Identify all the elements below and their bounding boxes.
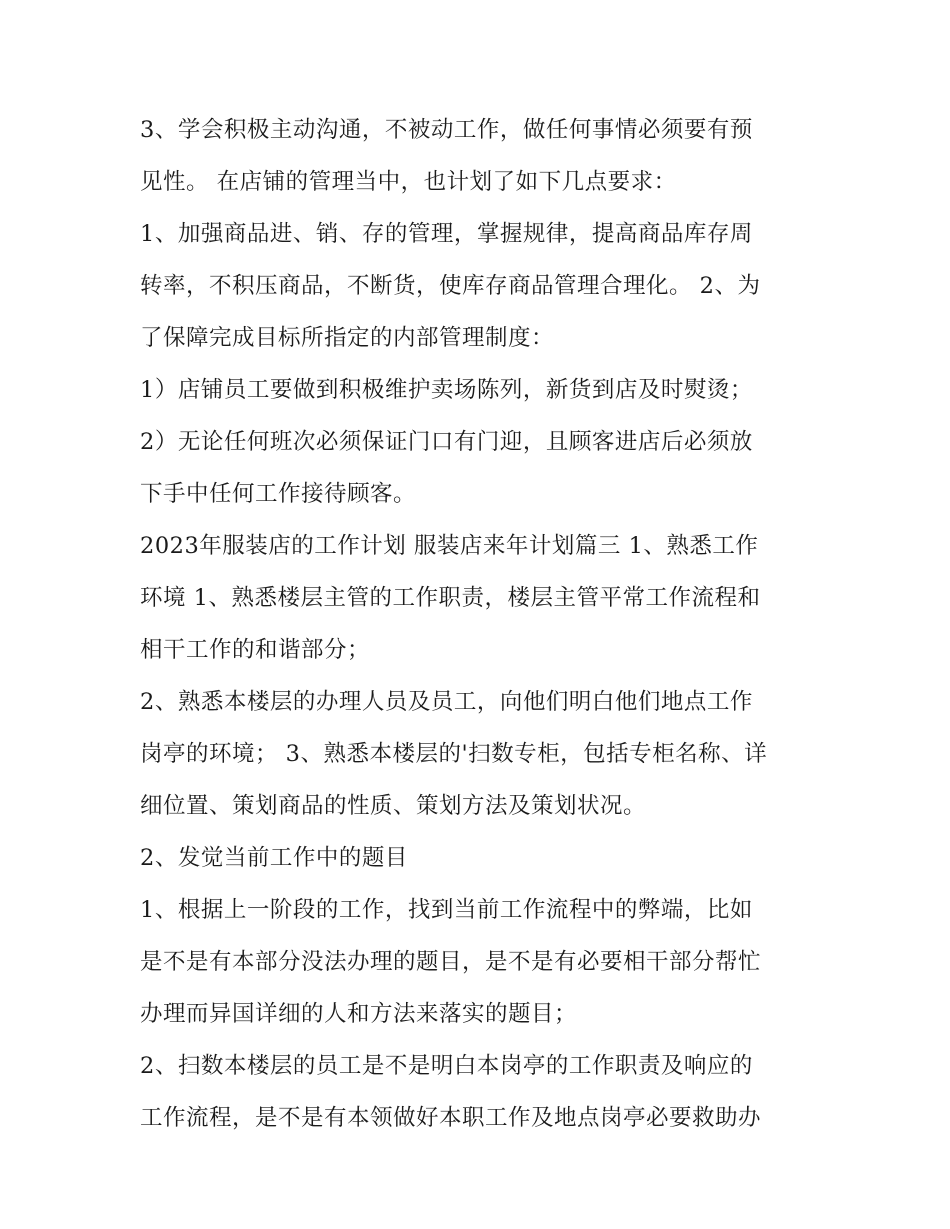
- text-line: 岗亭的环境； 3、熟悉本楼层的'扫数专柜，包括专柜名称、详: [140, 741, 768, 767]
- text-line: 转率，不积压商品，不断货，使库存商品管理合理化。 2、为: [140, 273, 761, 299]
- text-line: 见性。 在店铺的管理当中，也计划了如下几点要求：: [140, 169, 677, 195]
- text-line: 细位置、策划商品的性质、策划方法及策划状况。: [140, 793, 647, 819]
- text-line: 是不是有本部分没法办理的题目，是不是有必要相干部分帮忙: [140, 949, 762, 975]
- text-line: 2、扫数本楼层的员工是不是明白本岗亭的工作职责及响应的: [140, 1053, 753, 1079]
- text-line: 3、学会积极主动沟通，不被动工作，做任何事情必须要有预: [140, 117, 753, 143]
- text-line: 2023年服装店的工作计划 服装店来年计划篇三 1、熟悉工作: [140, 533, 759, 559]
- text-line: 1、根据上一阶段的工作，找到当前工作流程中的弊端，比如: [140, 897, 753, 923]
- text-line: 办理而异国详细的人和方法来落实的题目；: [140, 1001, 578, 1027]
- text-line: 环境 1、熟悉楼层主管的工作职责，楼层主管平常工作流程和: [140, 585, 761, 611]
- text-line: 2）无论任何班次必须保证门口有门迎，且顾客进店后必须放: [140, 429, 753, 455]
- document-page: [140, 104, 830, 1144]
- text-line: 1、加强商品进、销、存的管理，掌握规律，提高商品库存周: [140, 221, 753, 247]
- text-line: 2、发觉当前工作中的题目: [140, 845, 408, 871]
- text-line: 1）店铺员工要做到积极维护卖场陈列，新货到店及时熨烫；: [140, 377, 753, 403]
- text-line: 工作流程，是不是有本领做好本职工作及地点岗亭必要救助办: [140, 1105, 762, 1131]
- text-line: 了保障完成目标所指定的内部管理制度：: [140, 325, 555, 351]
- text-line: 2、熟悉本楼层的办理人员及员工，向他们明白他们地点工作: [140, 689, 753, 715]
- text-line: 相干工作的和谐部分；: [140, 637, 371, 663]
- text-line: 下手中任何工作接待顾客。: [140, 481, 417, 507]
